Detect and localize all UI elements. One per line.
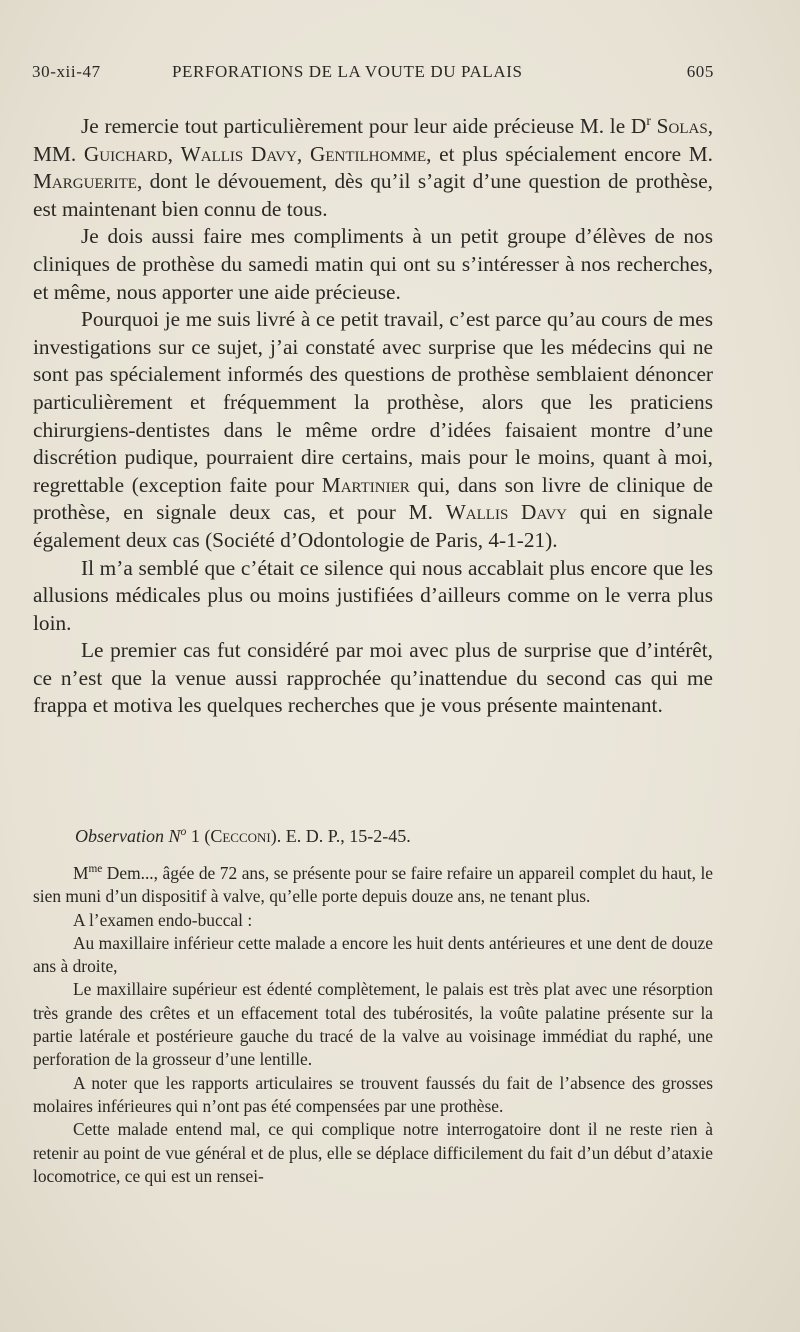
observation-paragraph: Cette malade entend mal, ce qui complique notre interrogatoire dont il ne reste rien à retenir au point de vue général et de plus, elle se déplace difficilement du fait d’un début d’ataxie locomotrice, ce qui est un rensei- (33, 1119, 713, 1186)
observation-paragraph: Au maxillaire inférieur cette malade a encore les huit dents antérieures et une dent de douze ans à droite, (33, 932, 713, 977)
page-number: 605 (686, 62, 714, 81)
author-name: Wallis Davy (180, 141, 297, 166)
author-name: Martinier (321, 472, 410, 497)
observation-text (33, 862, 713, 1188)
author-name: Wallis Davy (445, 500, 568, 525)
running-header (32, 62, 714, 86)
observation-paragraph: A l’examen endo-buccal : (73, 909, 253, 930)
observation-paragraph: Le maxillaire supérieur est édenté complètement, le palais est très plat avec une résorption très grande des crêtes et un effacement total des tubérosités, la voûte palatine présente sur la partie latérale et postérieure gauche du tracé de la valve au voisinage immédiat du raphé, une perforation de la grosseur d’une lentille. (33, 979, 713, 1070)
paragraph-motivation: Pourquoi je me suis livré à ce petit travail, c’est parce qu’au cours de mes investigations sur ce sujet, j’ai constaté avec surprise que les médecins qui ne sont pas spécialement informés des questions de prothèse semblaient dénoncer particulièrement et fréquemment la prothèse, alors que les praticiens chirurgiens-dentistes dans le même ordre d’idées faisaient montre d’une discrétion pudique, pourraient dire certains, mais pour le moins, quant à moi, regrettable (exception faite pour Martinier qui, dans son livre de clinique de prothèse, en signale deux cas, et pour M. Wallis Davy qui en signale également deux cas (Société d’Odontologie de Paris, 4-1-21). (33, 307, 713, 552)
header-date: 30-xii-47 (32, 62, 101, 81)
author-name: Solas (656, 114, 708, 138)
header-title: PERFORATIONS DE LA VOUTE DU PALAIS (172, 62, 523, 81)
main-text (33, 113, 713, 720)
paragraph-first-case: Le premier cas fut considéré par moi avec plus de surprise que d’intérêt, ce n’est que la venue aussi rapprochée qu’inattendue du second cas qui me frappa et motiva les quelques recherches que je vous présente maintenant. (33, 638, 713, 718)
author-name: Guichard (83, 141, 168, 166)
paragraph-silence: Il m’a semblé que c’était ce silence qui nous accablait plus encore que les allusions médicales plus ou moins justifiées d’ailleurs comme on le verra plus loin. (33, 555, 713, 635)
paragraph-students: Je dois aussi faire mes compliments à un petit groupe d’élèves de nos cliniques de prothèse du samedi matin qui ont su s’intéresser à nos recherches, et même, nous apporter une aide précieuse. (33, 224, 713, 304)
author-name: Gentilhomme (309, 141, 427, 166)
author-name: Marguerite (33, 169, 137, 194)
observation-paragraph: A noter que les rapports articulaires se trouvent faussés du fait de l’absence des grosses molaires inférieures qui n’ont pas été compensées par une prothèse. (33, 1072, 713, 1116)
observation-heading: Observation $N^o$ 1 (Cecconi). E. D. P., 15-2-45. (75, 825, 411, 846)
paragraph-acknowledgements: Je remercie tout particulièrement pour leur aide précieuse M. le $D^r$ Solas, MM. Guichard, Wallis Davy, Gentilhomme, et plus spécialement encore M. Marguerite, dont le dévouement, dès qu’il s’agit d’une question de prothèse, est maintenant bien connu de tous. (33, 112, 714, 221)
observation-paragraph: $M^{me}$ Dem..., âgée de 72 ans, se présente pour se faire refaire un appareil complet du haut, le sien muni d’un dispositif à valve, qu’elle porte depuis douze ans, ne tenant plus. (33, 863, 713, 907)
